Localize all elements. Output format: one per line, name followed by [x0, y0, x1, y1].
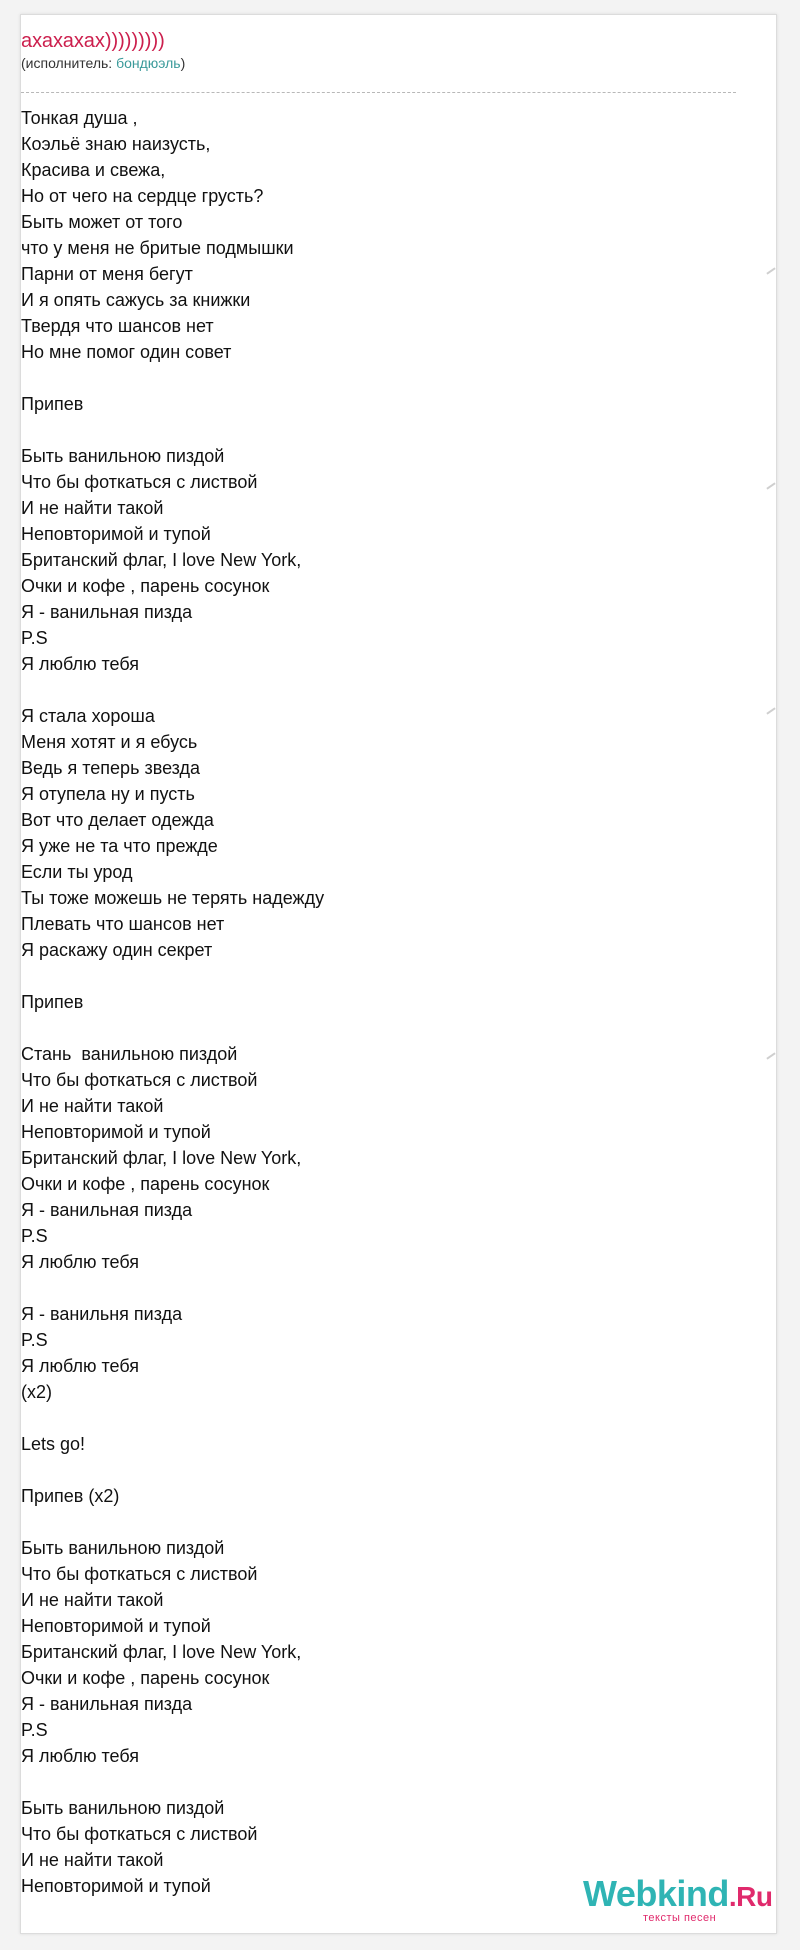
lyric-line: Неповторимой и тупой: [21, 1122, 211, 1142]
lyric-line: Неповторимой и тупой: [21, 1616, 211, 1636]
lyric-line: Lets go!: [21, 1434, 86, 1454]
lyric-blank-line: [21, 1509, 736, 1535]
lyric-line: Быть может от того: [21, 212, 183, 232]
lyric-line: Британский флаг, I love New York,: [21, 1642, 302, 1662]
decorative-tick: [766, 1052, 775, 1059]
lyric-blank-line: [21, 365, 736, 391]
decorative-tick: [766, 707, 775, 714]
lyric-line: Я стала хороша: [21, 706, 155, 726]
lyrics-body: [21, 105, 736, 1899]
lyric-line: Припев: [21, 394, 84, 414]
lyric-line: (x2): [21, 1382, 52, 1402]
watermark-tld: .Ru: [728, 1881, 773, 1912]
lyric-line: Вот что делает одежда: [21, 810, 214, 830]
artist-prefix: (исполнитель:: [21, 55, 117, 71]
lyric-line: Парни от меня бегут: [21, 264, 193, 284]
lyric-line: Я - ванильная пизда: [21, 602, 193, 622]
lyric-line: Быть ванильною пиздой: [21, 446, 225, 466]
lyric-line: И не найти такой: [21, 1590, 164, 1610]
lyric-line: Неповторимой и тупой: [21, 1876, 211, 1896]
header-divider: [21, 92, 736, 93]
lyric-line: Тонкая душа ,: [21, 108, 138, 128]
lyric-line: Что бы фоткаться с листвой: [21, 1070, 258, 1090]
lyric-line: Но от чего на сердце грусть?: [21, 186, 264, 206]
lyric-line: Но мне помог один совет: [21, 342, 232, 362]
lyric-line: Я - ванильная пизда: [21, 1200, 193, 1220]
lyric-line: Я люблю тебя: [21, 1746, 140, 1766]
artist-line: [21, 54, 736, 72]
lyric-line: Меня хотят и я ебусь: [21, 732, 198, 752]
lyric-line: Ты тоже можешь не терять надежду: [21, 888, 325, 908]
watermark-brand: Webkind: [583, 1873, 729, 1914]
lyric-line: Я уже не та что прежде: [21, 836, 218, 856]
lyric-line: И не найти такой: [21, 1096, 164, 1116]
lyric-line: Очки и кофе , парень сосунок: [21, 1174, 270, 1194]
lyric-blank-line: [21, 1405, 736, 1431]
lyric-line: Красива и свежа,: [21, 160, 166, 180]
lyric-line: Твердя что шансов нет: [21, 316, 214, 336]
lyric-line: Я раскажу один секрет: [21, 940, 213, 960]
lyric-line: Быть ванильною пиздой: [21, 1798, 225, 1818]
lyric-blank-line: [21, 417, 736, 443]
lyric-line: Очки и кофе , парень сосунок: [21, 1668, 270, 1688]
lyric-line: P.S: [21, 1720, 48, 1740]
lyric-line: Я - ванильная пизда: [21, 1694, 193, 1714]
lyric-line: Припев (x2): [21, 1486, 120, 1506]
artist-link[interactable]: бондюэль: [116, 55, 181, 71]
lyric-line: Я - ванильня пизда: [21, 1304, 183, 1324]
lyric-line: И я опять сажусь за книжки: [21, 290, 251, 310]
lyric-line: P.S: [21, 628, 48, 648]
lyric-line: Если ты урод: [21, 862, 133, 882]
lyric-line: Я отупела ну и пусть: [21, 784, 195, 804]
site-watermark: [583, 1874, 773, 1930]
lyric-line: И не найти такой: [21, 1850, 164, 1870]
lyric-line: Коэльё знаю наизусть,: [21, 134, 211, 154]
lyric-line: Что бы фоткаться с листвой: [21, 1564, 258, 1584]
watermark-tagline: тексты песен: [643, 1912, 717, 1924]
lyric-line: Быть ванильною пиздой: [21, 1538, 225, 1558]
lyric-line: Припев: [21, 992, 84, 1012]
lyric-line: P.S: [21, 1330, 48, 1350]
watermark-logo: [583, 1874, 773, 1917]
lyric-blank-line: [21, 1015, 736, 1041]
lyric-blank-line: [21, 1769, 736, 1795]
lyric-line: Стань ванильною пиздой: [21, 1044, 238, 1064]
lyric-line: Я люблю тебя: [21, 654, 140, 674]
lyric-line: Неповторимой и тупой: [21, 524, 211, 544]
lyric-line: Ведь я теперь звезда: [21, 758, 201, 778]
lyric-blank-line: [21, 1275, 736, 1301]
artist-suffix: ): [180, 55, 186, 71]
lyric-line: Британский флаг, I love New York,: [21, 550, 302, 570]
decorative-tick: [766, 267, 775, 274]
lyric-line: P.S: [21, 1226, 48, 1246]
lyric-line: Я люблю тебя: [21, 1356, 140, 1376]
lyric-line: И не найти такой: [21, 498, 164, 518]
lyric-line: Что бы фоткаться с листвой: [21, 472, 258, 492]
lyric-line: Очки и кофе , парень сосунок: [21, 576, 270, 596]
lyric-blank-line: [21, 677, 736, 703]
lyric-line: Я люблю тебя: [21, 1252, 140, 1272]
lyric-line: Британский флаг, I love New York,: [21, 1148, 302, 1168]
lyric-blank-line: [21, 963, 736, 989]
lyric-blank-line: [21, 1457, 736, 1483]
song-title: ахахахах))))))))): [21, 30, 165, 52]
lyric-line: Что бы фоткаться с листвой: [21, 1824, 258, 1844]
lyric-line: что у меня не бритые подмышки: [21, 238, 294, 258]
song-header: [21, 28, 736, 72]
lyric-line: Плевать что шансов нет: [21, 914, 225, 934]
decorative-tick: [766, 482, 775, 489]
